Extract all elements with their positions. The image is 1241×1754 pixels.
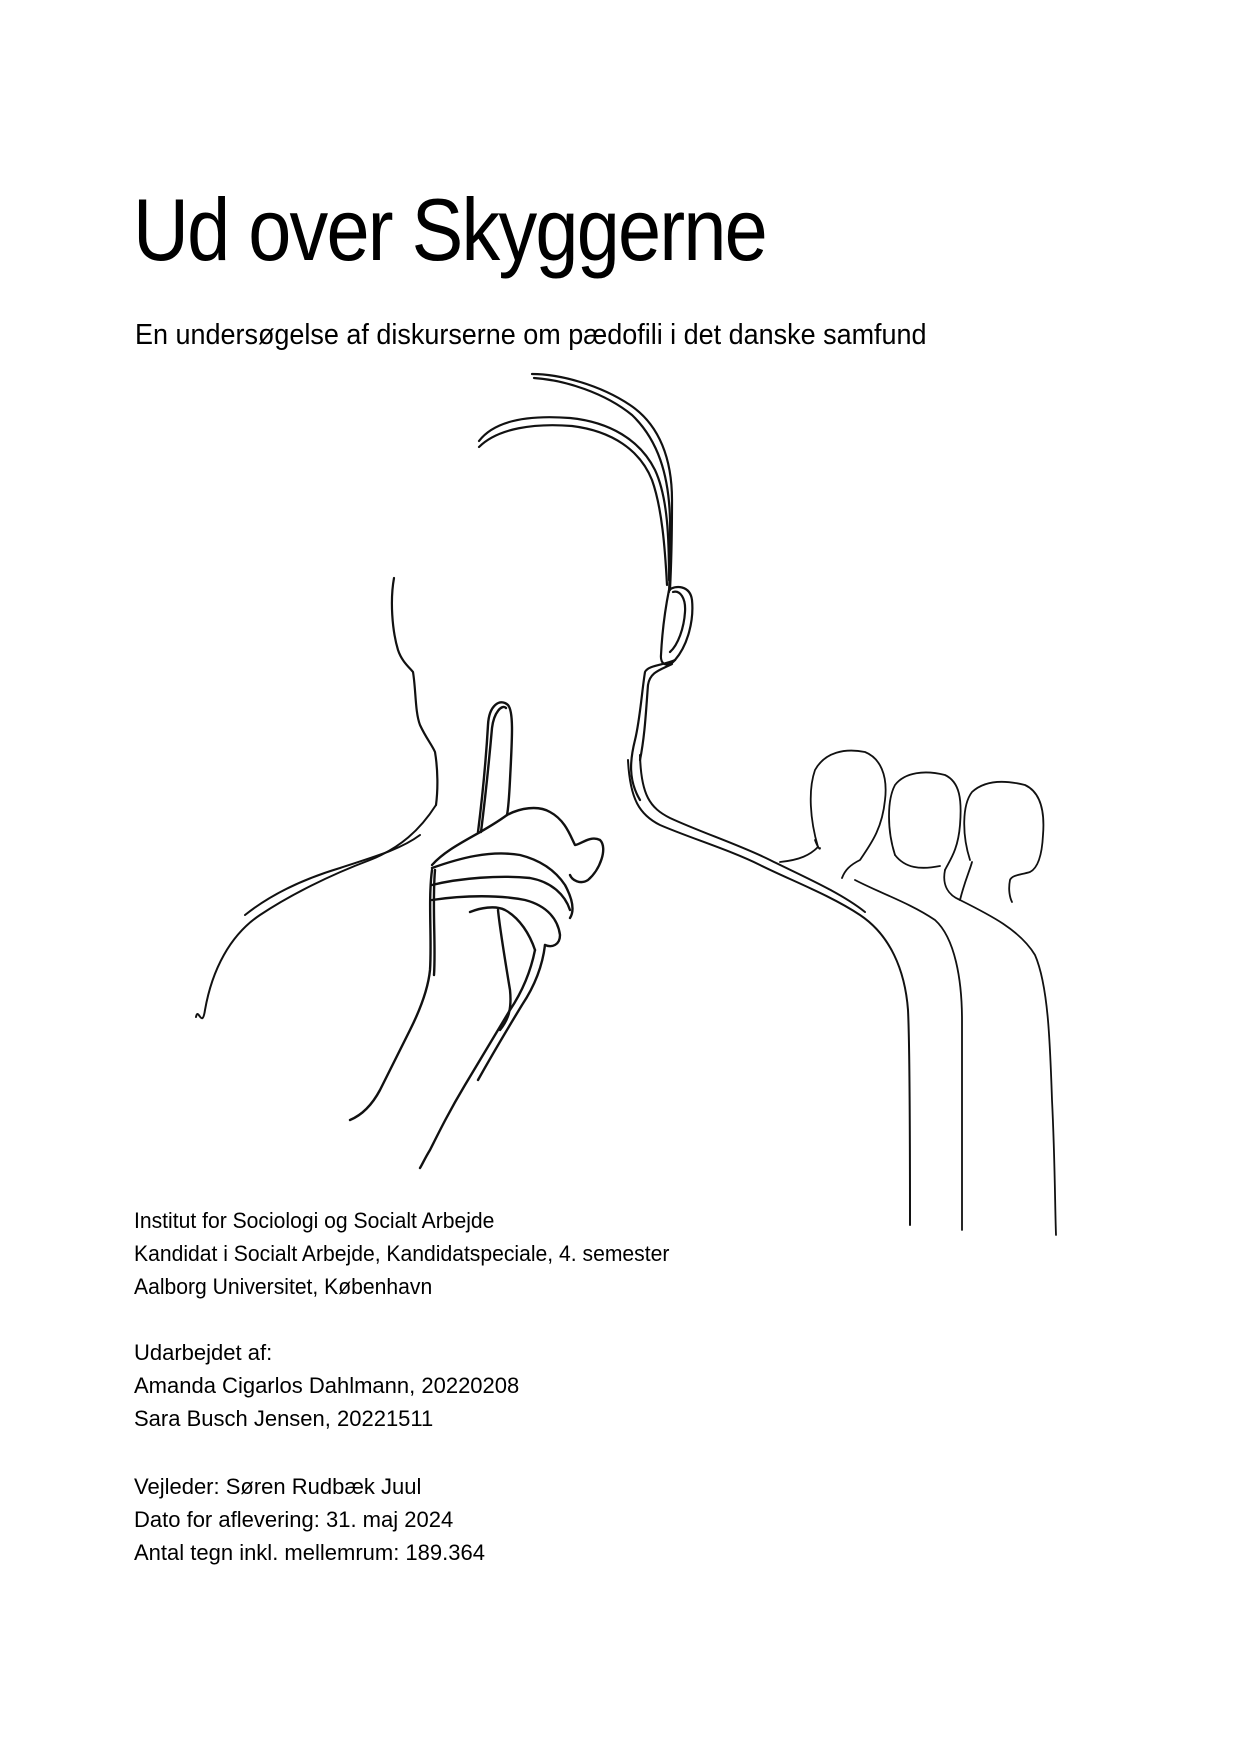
- authors-heading: Udarbejdet af:: [134, 1340, 273, 1365]
- cover-title: Ud over Skyggerne: [133, 180, 766, 279]
- due-date: Dato for aflevering: 31. maj 2024: [134, 1507, 454, 1532]
- crowd-figure-1: [780, 751, 962, 1230]
- metadata-block: [134, 1470, 485, 1569]
- author-2: Sara Busch Jensen, 20221511: [134, 1406, 434, 1431]
- main-figure-shoulder-outline: [628, 755, 910, 1225]
- institute-name: Institut for Sociologi og Socialt Arbejde: [134, 1208, 495, 1233]
- supervisor: Vejleder: Søren Rudbæk Juul: [134, 1474, 422, 1499]
- crowd-figure-3: [960, 782, 1043, 902]
- authors-block: [134, 1336, 519, 1435]
- shushing-hand-outline: [350, 702, 603, 1168]
- main-figure-left-shoulder: [196, 805, 436, 1018]
- character-count: Antal tegn inkl. mellemrum: 189.364: [134, 1540, 485, 1565]
- program-name: Kandidat i Socialt Arbejde, Kandidatspeciale, 4. semester: [134, 1241, 670, 1266]
- university-name: Aalborg Universitet, København: [134, 1274, 433, 1299]
- main-figure-head-outline: [392, 374, 692, 805]
- author-1: Amanda Cigarlos Dahlmann, 20220208: [134, 1373, 520, 1398]
- crowd-figure-2: [889, 772, 1056, 1235]
- institution-block: [134, 1204, 669, 1303]
- cover-subtitle: En undersøgelse af diskurserne om pædofili i det danske samfund: [135, 319, 927, 351]
